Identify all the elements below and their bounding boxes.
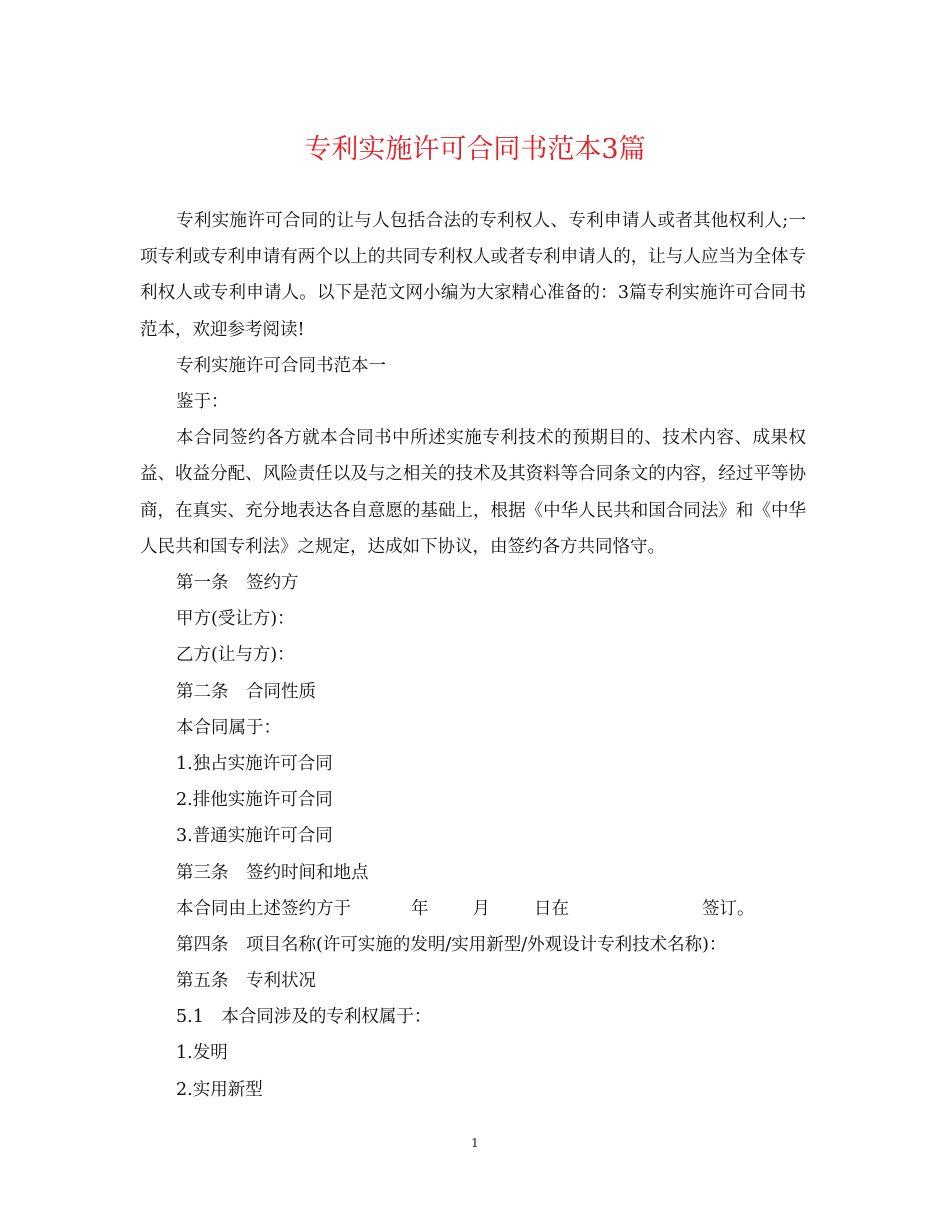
article-4-heading: 第四条 项目名称(许可实施的发明/实用新型/外观设计专利技术名称)： — [176, 934, 727, 955]
signing-day: 日在 — [534, 898, 569, 919]
article-5-heading: 第五条 专利状况 — [176, 971, 316, 992]
document-body — [140, 203, 806, 1108]
page-number: 1 — [471, 1136, 479, 1150]
whereas-paragraph: 本合同签约各方就本合同书中所述实施专利技术的预期目的、技术内容、成果权益、收益分配、风险责任以及与之相关的技术及其资料等合同条文的内容，经过平等协商，在真实、充分地表达各自意愿的基础上，根据《中华人民共和国合同法》和《中华人民共和国专利法》之规定，达成如下协议，由签约各方共同恪守。 — [140, 428, 806, 557]
article-1-heading: 第一条 签约方 — [176, 573, 299, 593]
whereas-label: 鉴于： — [176, 392, 229, 412]
party-b-line: 乙方(让与方)： — [176, 645, 295, 666]
signing-suffix: 签订。 — [702, 898, 755, 919]
article-2-heading: 第二条 合同性质 — [176, 681, 316, 702]
option-sole: 2.排他实施许可合同 — [176, 790, 333, 811]
signing-year: 年 — [411, 898, 429, 919]
intro-paragraph: 专利实施许可合同的让与人包括合法的专利权人、专利申请人或者其他权利人;一项专利或专利申请有两个以上的共同专利权人或者专利申请人的，让与人应当为全体专利权人或专利申请人。以下是范文网小编为大家精心准备的：3篇专利实施许可合同书范本，欢迎参考阅读! — [140, 211, 806, 340]
option-exclusive: 1.独占实施许可合同 — [176, 753, 333, 774]
clause-5-1: 5.1 本合同涉及的专利权属于： — [176, 1007, 432, 1028]
section-heading: 专利实施许可合同书范本一 — [176, 355, 386, 376]
patent-type-utility-model: 2.实用新型 — [176, 1079, 263, 1100]
signing-line — [176, 891, 806, 927]
patent-type-invention: 1.发明 — [176, 1043, 228, 1064]
party-a-line: 甲方(受让方)： — [176, 609, 295, 630]
signing-prefix: 本合同由上述签约方于 — [176, 898, 351, 919]
document-title: 专利实施许可合同书范本3篇 — [304, 134, 646, 165]
contract-belongs-line: 本合同属于： — [176, 717, 281, 738]
option-ordinary: 3.普通实施许可合同 — [176, 826, 333, 847]
article-3-heading: 第三条 签约时间和地点 — [176, 862, 369, 883]
signing-month: 月 — [472, 898, 490, 919]
